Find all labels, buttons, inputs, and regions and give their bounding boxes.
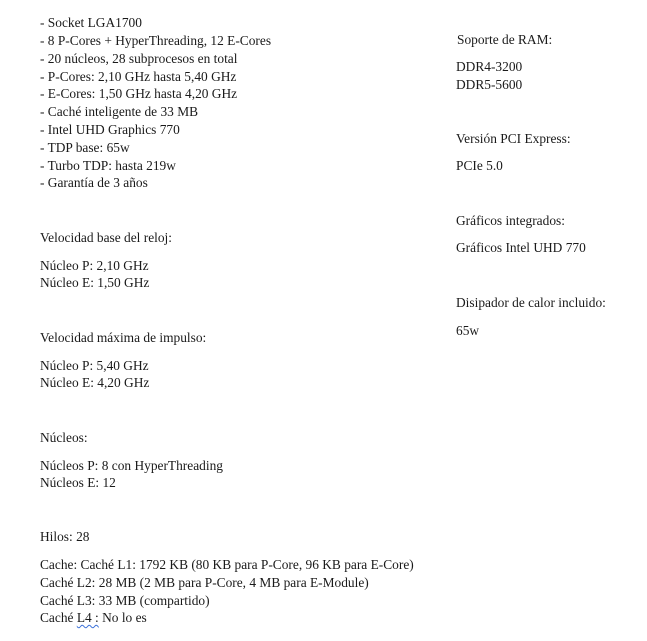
ram-heading: Soporte de RAM: xyxy=(457,32,553,47)
base-clock-p-core: Núcleo P: 2,10 GHz xyxy=(40,258,149,273)
cores-p: Núcleos P: 8 con HyperThreading xyxy=(40,458,223,473)
boost-clock-p-core: Núcleo P: 5,40 GHz xyxy=(40,358,149,373)
cache-l3: Caché L3: 33 MB (compartido) xyxy=(40,593,210,608)
pcie-value: PCIe 5.0 xyxy=(456,158,503,173)
cache-l4-suffix: No lo es xyxy=(98,610,147,625)
feature-item: - TDP base: 65w xyxy=(40,140,130,155)
heatsink-value: 65w xyxy=(456,323,480,338)
feature-item: - P-Cores: 2,10 GHz hasta 5,40 GHz xyxy=(40,69,237,84)
cache-l1: Cache: Caché L1: 1792 KB (80 KB para P-Core, 96 KB para E-Core) xyxy=(40,557,414,572)
cache-l4-prefix: Caché xyxy=(40,610,77,625)
heatsink-heading: Disipador de calor incluido: xyxy=(456,295,606,310)
cache-l4 xyxy=(40,609,147,626)
feature-item: - Socket LGA1700 xyxy=(40,15,142,30)
feature-item: - Intel UHD Graphics 770 xyxy=(40,122,180,137)
feature-item: - Caché inteligente de 33 MB xyxy=(40,104,199,119)
feature-item: - Turbo TDP: hasta 219w xyxy=(40,158,176,173)
ram-ddr5: DDR5-5600 xyxy=(456,77,523,92)
ram-ddr4: DDR4-3200 xyxy=(456,59,523,74)
base-clock-e-core: Núcleo E: 1,50 GHz xyxy=(40,275,150,290)
boost-clock-heading: Velocidad máxima de impulso: xyxy=(40,330,207,345)
threads-line: Hilos: 28 xyxy=(40,529,90,544)
pcie-heading: Versión PCI Express: xyxy=(456,131,571,146)
base-clock-heading: Velocidad base del reloj: xyxy=(40,230,172,245)
cores-e: Núcleos E: 12 xyxy=(40,475,116,490)
spellcheck-marked-text: L4 : xyxy=(76,610,99,625)
feature-item: - Garantía de 3 años xyxy=(40,175,148,190)
cores-heading: Núcleos: xyxy=(40,430,88,445)
graphics-value: Gráficos Intel UHD 770 xyxy=(456,240,586,255)
cache-l2: Caché L2: 28 MB (2 MB para P-Core, 4 MB para E-Module) xyxy=(40,575,369,590)
boost-clock-e-core: Núcleo E: 4,20 GHz xyxy=(40,375,150,390)
feature-item: - E-Cores: 1,50 GHz hasta 4,20 GHz xyxy=(40,86,238,101)
feature-item: - 8 P-Cores + HyperThreading, 12 E-Cores xyxy=(40,33,272,48)
graphics-heading: Gráficos integrados: xyxy=(456,213,565,228)
feature-item: - 20 núcleos, 28 subprocesos en total xyxy=(40,51,238,66)
